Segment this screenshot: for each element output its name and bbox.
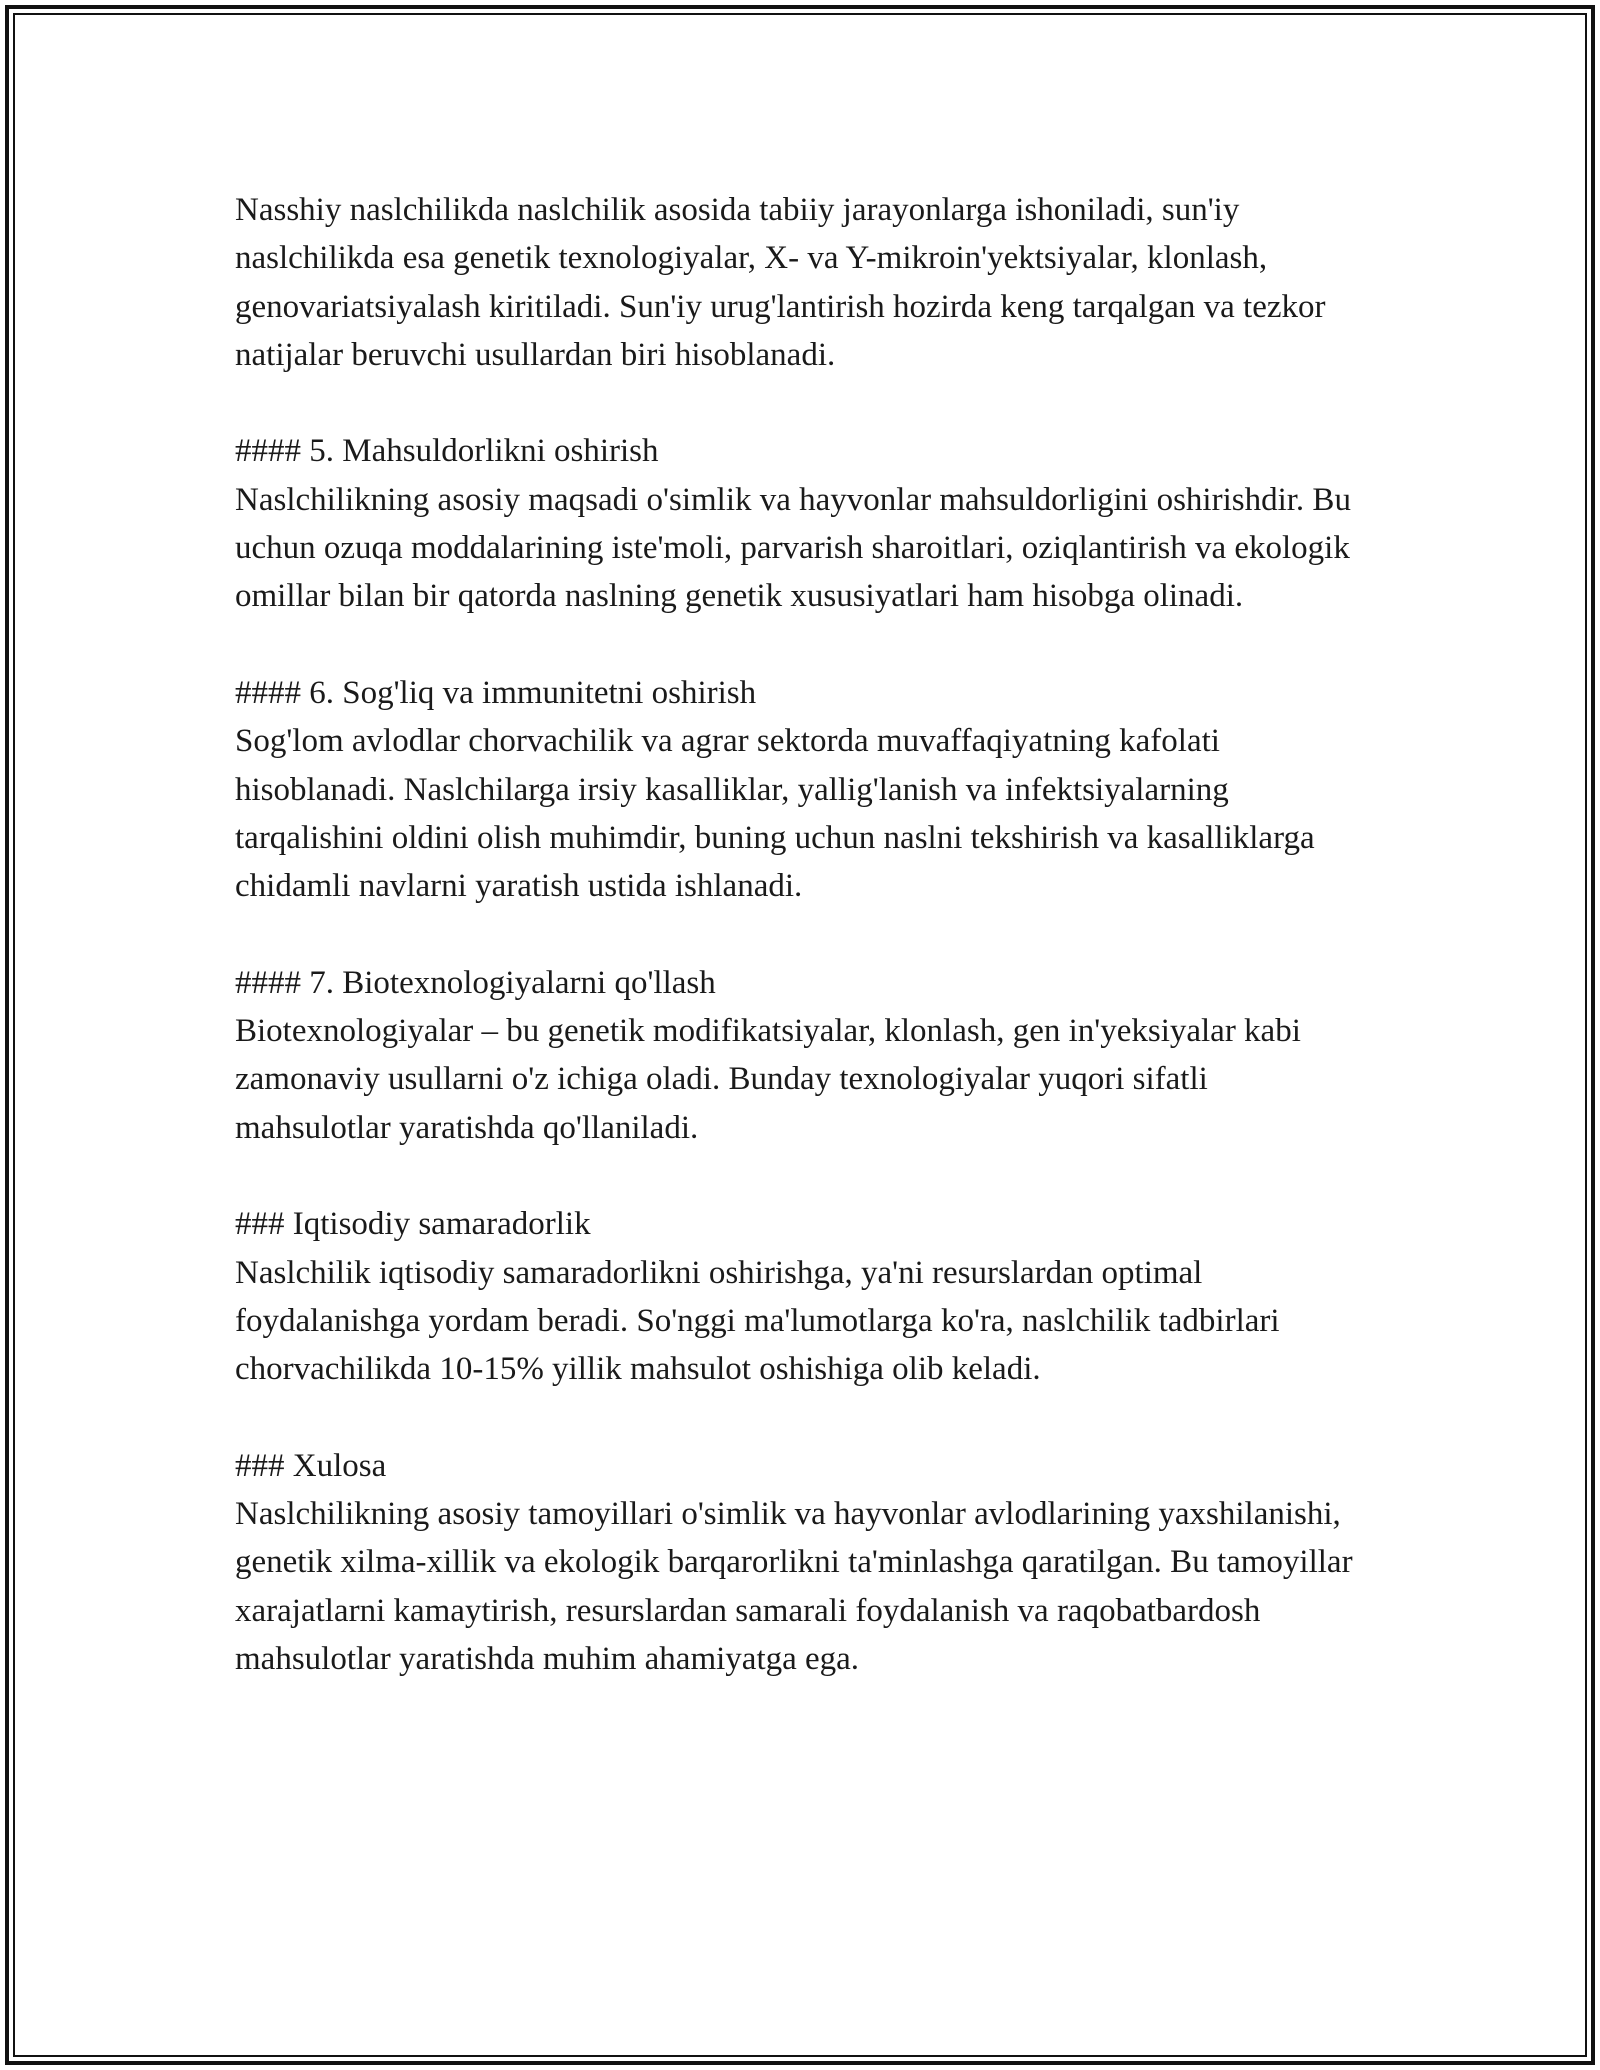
section-paragraph: Naslchilikning asosiy maqsadi o'simlik va hayvonlar mahsuldorligini oshirishdir. Bu uchun ozuqa moddalarining iste'moli, parvarish sharoitlari, oziqlantirish va ekologik omillar bilan bir qatorda naslning genetik xususiyatlari ham hisobga olinadi. bbox=[235, 481, 1351, 615]
intro-block bbox=[235, 186, 1365, 379]
document-body bbox=[235, 186, 1365, 1732]
section-paragraph: Naslchilik iqtisodiy samaradorlikni oshirishga, ya'ni resurslardan optimal foydalanishga yordam beradi. So'nggi ma'lumotlarga ko'ra, naslchilik tadbirlari chorvachilikda 10-15% yillik mahsulot oshishiga olib keladi. bbox=[235, 1254, 1280, 1388]
section-productivity bbox=[235, 427, 1365, 620]
section-paragraph: Sog'lom avlodlar chorvachilik va agrar sektorda muvaffaqiyatning kafolati hisoblanadi. Naslchilarga irsiy kasalliklar, yallig'lanish va infektsiyalarning tarqalishini oldini olish muhimdir, buning uchun naslni tekshirish va kasalliklarga chidamli navlarni yaratish ustida ishlanadi. bbox=[235, 723, 1315, 905]
section-economic-efficiency bbox=[235, 1200, 1365, 1393]
section-heading: #### 6. Sog'liq va immunitetni oshirish bbox=[235, 674, 757, 711]
section-conclusion bbox=[235, 1442, 1365, 1683]
section-heading: ### Iqtisodiy samaradorlik bbox=[235, 1206, 591, 1243]
section-biotech bbox=[235, 959, 1365, 1152]
section-heading: #### 5. Mahsuldorlikni oshirish bbox=[235, 433, 659, 470]
section-paragraph: Naslchilikning asosiy tamoyillari o'simlik va hayvonlar avlodlarining yaxshilanishi, genetik xilma-xillik va ekologik barqarorlikni ta'minlashga qaratilgan. Bu tamoyillar xarajatlarni kamaytirish, resurslardan samarali foydalanish va raqobatbardosh mahsulotlar yaratishda muhim ahamiyatga ega. bbox=[235, 1496, 1353, 1677]
section-paragraph: Biotexnologiyalar – bu genetik modifikatsiyalar, klonlash, gen in'yeksiyalar kabi zamonaviy usullarni o'z ichiga oladi. Bunday texnologiyalar yuqori sifatli mahsulotlar yaratishda qo'llaniladi. bbox=[235, 1013, 1301, 1146]
intro-paragraph: Nasshiy naslchilikda naslchilik asosida tabiiy jarayonlarga ishoniladi, sun'iy naslchilikda esa genetik texnologiyalar, X- va Y-mikroin'yektsiyalar, klonlash, genovariatsiyalash kiritiladi. Sun'iy urug'lantirish hozirda keng tarqalgan va tezkor natijalar beruvchi usullardan biri hisoblanadi. bbox=[235, 192, 1326, 373]
section-health bbox=[235, 669, 1365, 910]
section-heading: ### Xulosa bbox=[235, 1447, 387, 1484]
section-heading: #### 7. Biotexnologiyalarni qo'llash bbox=[235, 964, 716, 1001]
